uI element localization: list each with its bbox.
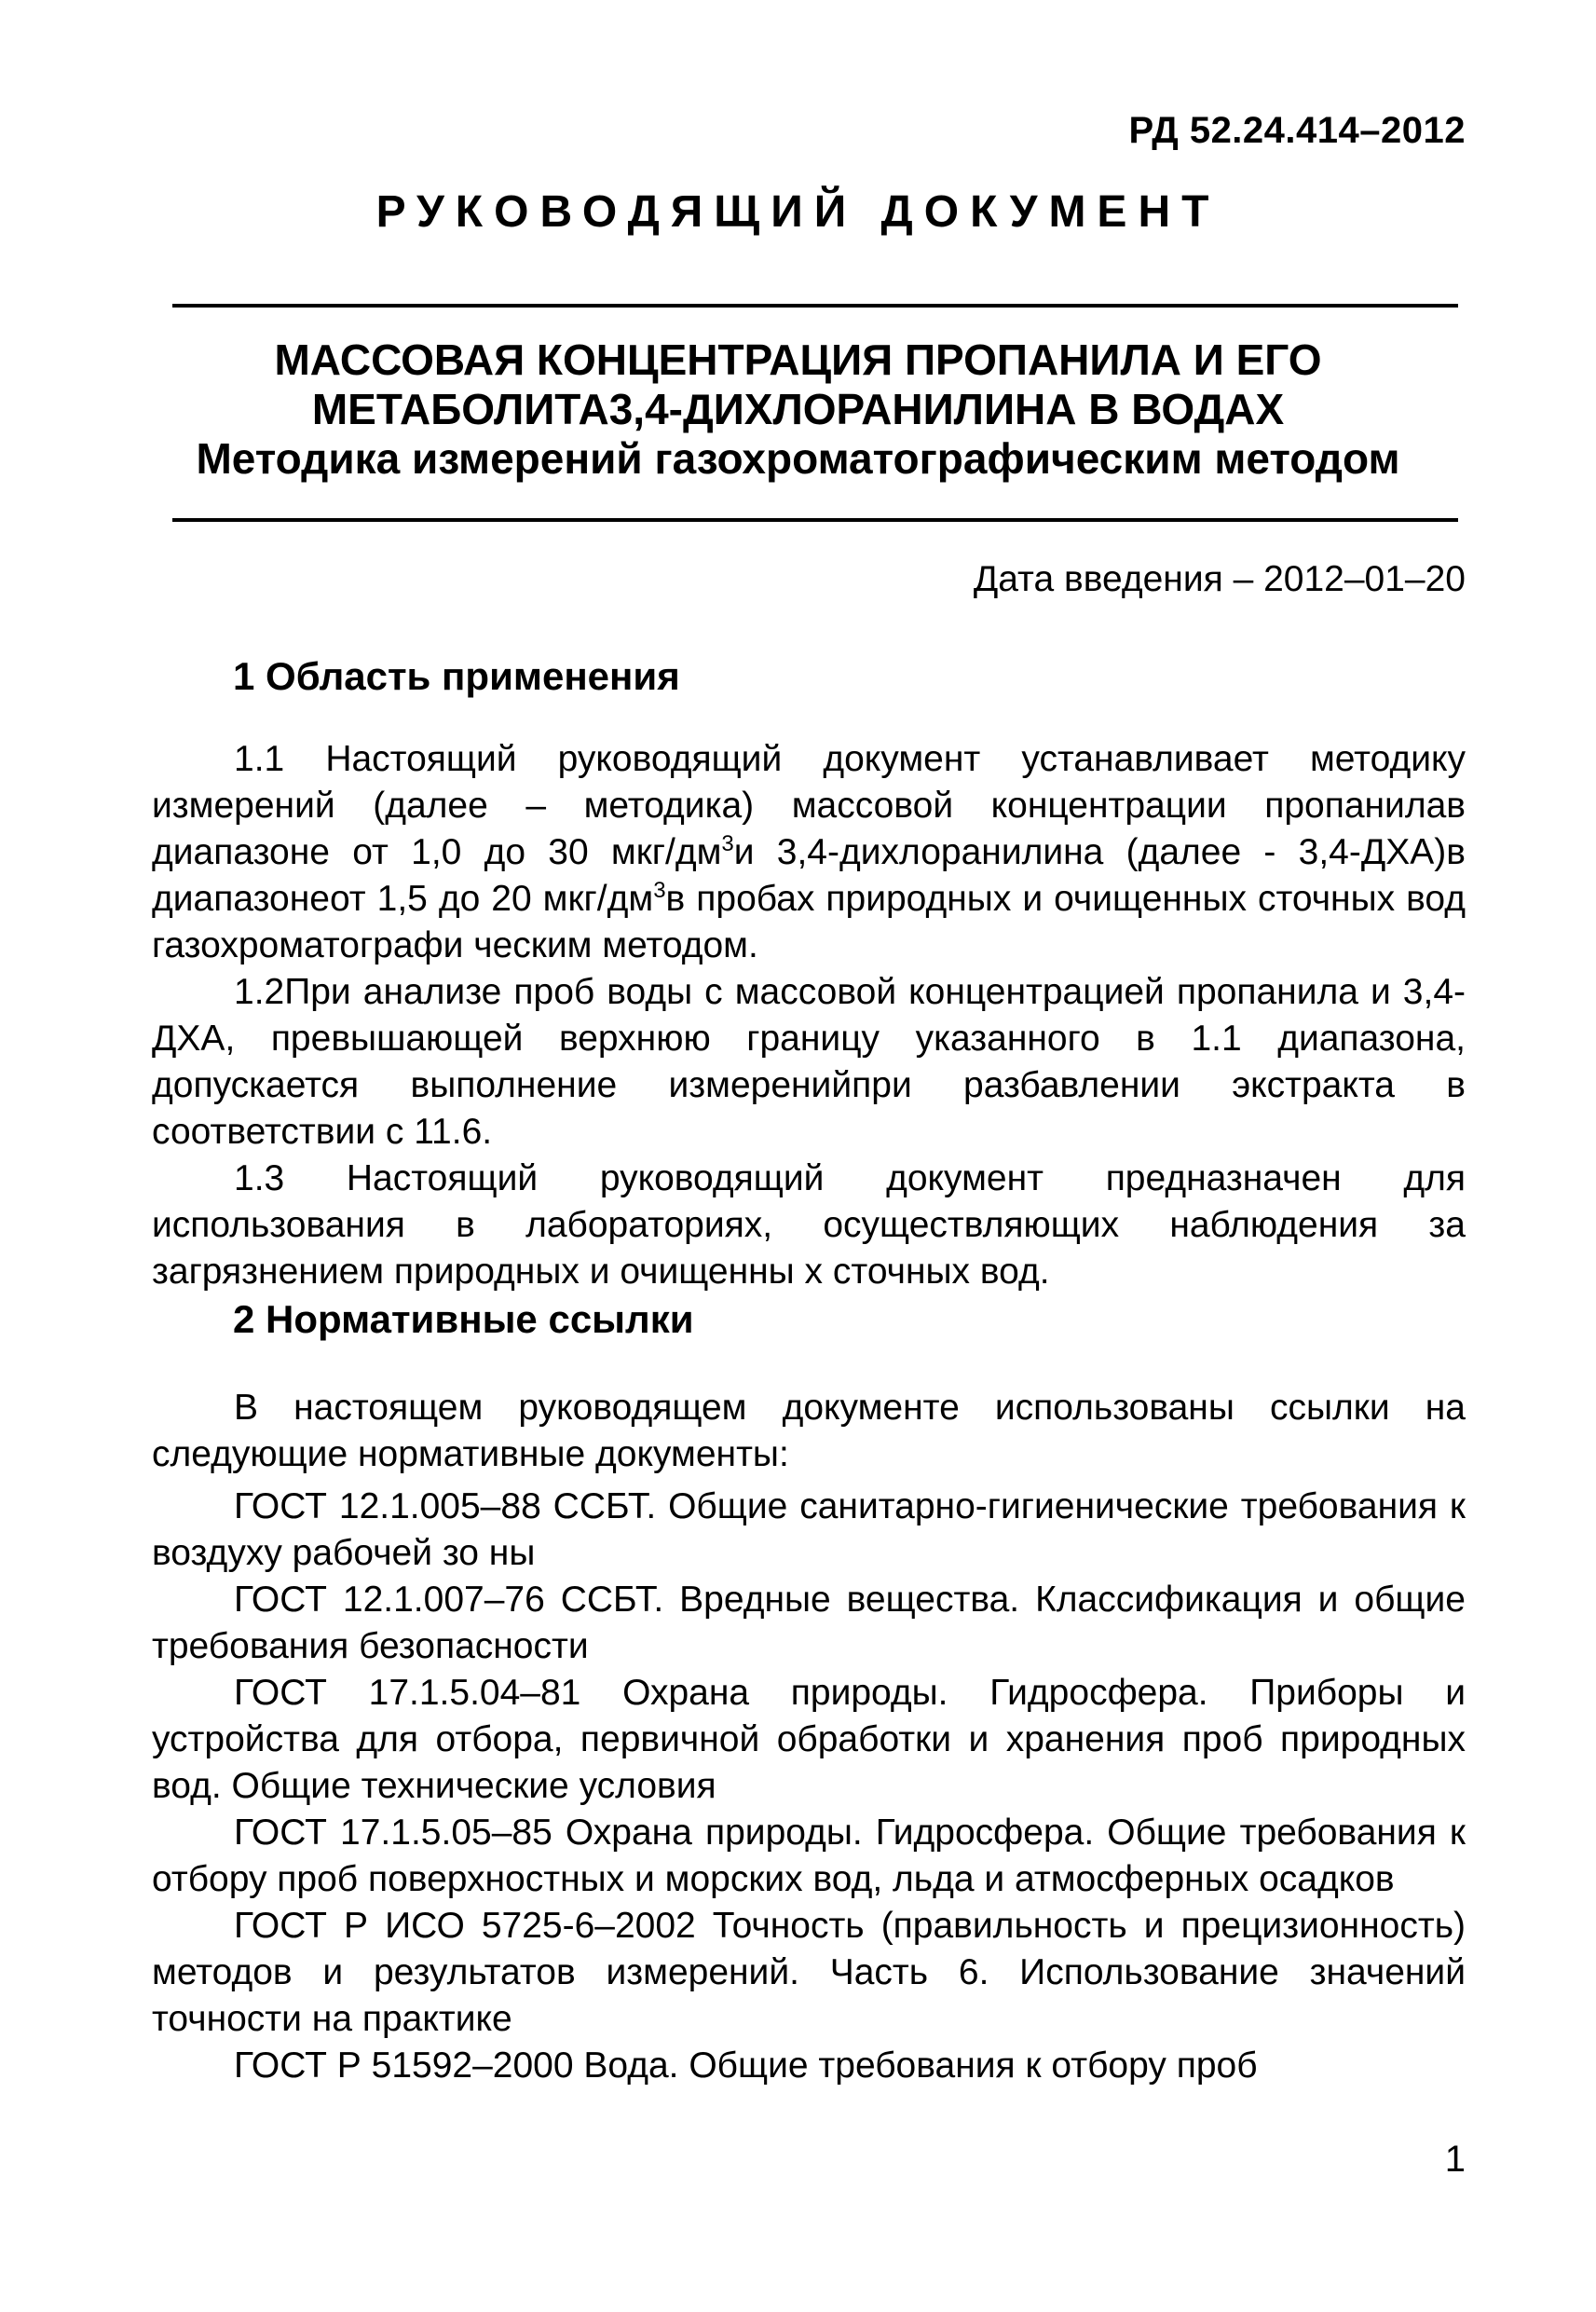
page-number: 1 [1444,2139,1466,2180]
reference-item: ГОСТ 12.1.005–88 ССБТ. Общие санитарно-гигиенические требования к воздуху рабочей зо ны [152,1486,1466,1573]
section-1-body [152,736,1466,1295]
reference-item: ГОСТ Р 51592–2000 Вода. Общие требования к отбору проб [234,2045,1258,2086]
top-divider [172,304,1458,308]
document-number: РД 52.24.414–2012 [1128,110,1466,151]
section-2-intro: В настоящем руководящем документе использованы ссылки на следующие нормативные документы: [152,1388,1466,1474]
title-subtitle: Методика измерений газохроматографическим методом [196,434,1400,483]
title-line-2: МЕТАБОЛИТА3,4-ДИХЛОРАНИЛИНА В ВОДАХ [311,385,1285,433]
section-2-heading: 2 Нормативные ссылки [233,1297,694,1341]
reference-item: ГОСТ 17.1.5.05–85 Охрана природы. Гидросфера. Общие требования к отбору проб поверхностных и морских вод, льда и атмосферных осадков [152,1813,1466,1899]
paragraph-1-2: 1.2При анализе проб воды с массовой концентрацией пропанила и 3,4-ДХА, превышающей верхнюю границу указанного в 1.1 диапазона, допускается выполнение измеренийпри разбавлении экстракта в соответствии с 11.6. [152,972,1466,1152]
reference-item: ГОСТ Р ИСО 5725-6–2002 Точность (правильность и прецизионность) методов и результатов измерений. Часть 6. Использование значений точности на практике [152,1906,1466,2039]
bottom-divider [172,518,1458,522]
title-line-1: МАССОВАЯ КОНЦЕНТРАЦИЯ ПРОПАНИЛА И ЕГО [274,335,1322,384]
paragraph-1-1: 1.1 Настоящий руководящий документ устанавливает методику измерений (далее – методика) массовой концентрации пропанилав диапазоне от 1,0 до 30 мкг/$дм^3и$ 3,4-дихлоранилина (далее - 3,4-ДХА)в диапазонеот 1,5 до 20 мкг/$дм^3в$ пробах природных и очищенных сточных вод газохроматографи ческим методом. [152,739,1466,965]
introduction-date: Дата введения – 2012–01–20 [973,559,1466,599]
paragraph-1-3: 1.3 Настоящий руководящий документ предназначен для использования в лабораториях, осуществляющих наблюдения за загрязнением природных и очищенны х сточных вод. [152,1158,1466,1292]
section-2-body [152,1385,1466,2089]
document-title [149,335,1447,484]
reference-item: ГОСТ 12.1.007–76 ССБТ. Вредные вещества. Классификация и общие требования безопасности [152,1580,1466,1666]
section-1-heading: 1 Область применения [233,654,680,698]
reference-item: ГОСТ 17.1.5.04–81 Охрана природы. Гидросфера. Приборы и устройства для отбора, первичной обработки и хранения проб природных вод. Общие технические условия [152,1673,1466,1806]
document-type-heading: РУКОВОДЯЩИЙ ДОКУМЕНТ [375,187,1221,237]
